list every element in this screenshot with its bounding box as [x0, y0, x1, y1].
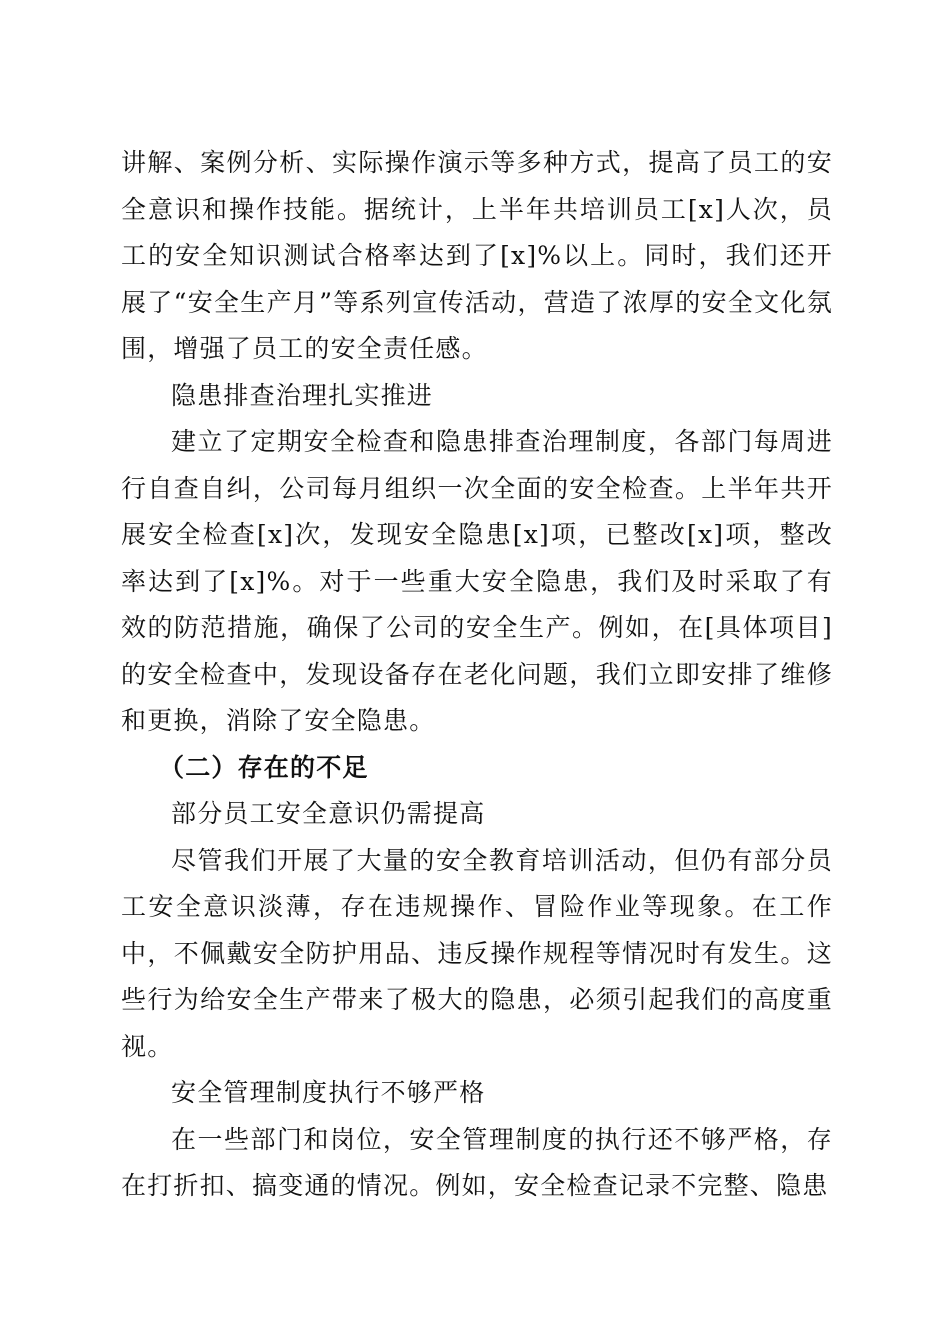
paragraph-management-system: 在一些部门和岗位，安全管理制度的执行还不够严格，存在打折扣、搞变通的情况。例如，安全检查记录不完整、隐患 [121, 1124, 833, 1200]
subheading-safety-awareness: 部分员工安全意识仍需提高 [171, 799, 486, 828]
paragraph-hazard-inspection: 建立了定期安全检查和隐患排查治理制度，各部门每周进行自查自纠，公司每月组织一次全面的安全检查。上半年共开展安全检查[x]次，发现安全隐患[x]项，已整改[x]项，整改率达到了[x]%。对于一些重大安全隐患，我们及时采取了有效的防范措施，确保了公司的安全生产。例如，在[具体项目]的安全检查中，发现设备存在老化问题，我们立即安排了维修和更换，消除了安全隐患。 [121, 427, 833, 735]
paragraph-safety-awareness: 尽管我们开展了大量的安全教育培训活动，但仍有部分员工安全意识淡薄，存在违规操作、冒险作业等现象。在工作中，不佩戴安全防护用品、违反操作规程等情况时有发生。这些行为给安全生产带来了极大的隐患，必须引起我们的高度重视。 [121, 845, 833, 1061]
subheading-hazard-inspection: 隐患排查治理扎实推进 [171, 380, 434, 410]
subheading-management-system: 安全管理制度执行不够严格 [171, 1078, 486, 1107]
paragraph-training-summary: 讲解、案例分析、实际操作演示等多种方式，提高了员工的安全意识和操作技能。据统计，上半年共培训员工[x]人次，员工的安全知识测试合格率达到了[x]%以上。同时，我们还开展了“安全生产月”等系列宣传活动，营造了浓厚的安全文化氛围，增强了员工的安全责任感。 [121, 148, 833, 363]
section-heading-shortcomings: （二）存在的不足 [159, 752, 369, 782]
document-body [121, 140, 833, 1210]
